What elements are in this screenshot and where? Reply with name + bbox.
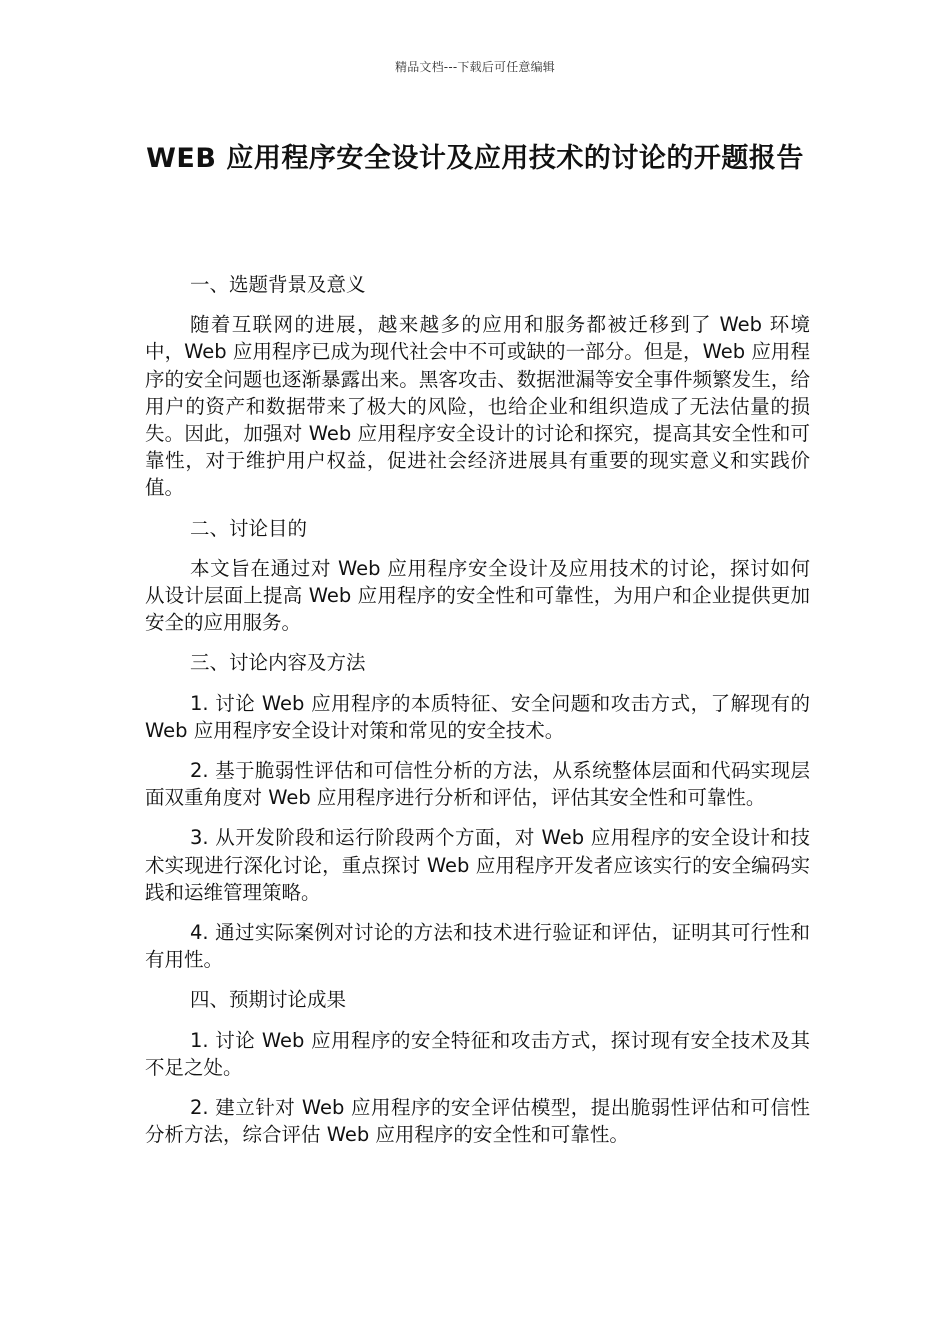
section-heading-content-methods: 三、讨论内容及方法 (190, 651, 366, 675)
list-item-content-1: 1. 讨论 Web 应用程序的本质特征、安全问题和攻击方式，了解现有的 Web 应用程序安全设计对策和常见的安全技术。 (145, 691, 810, 742)
section-heading-background: 一、选题背景及意义 (190, 273, 366, 296)
document-title: WEB 应用程序安全设计及应用技术的讨论的开题报告 (146, 143, 804, 174)
list-item-content-2: 2. 基于脆弱性评估和可信性分析的方法，从系统整体层面和代码实现层面双重角度对 Web 应用程序进行分析和评估，评估其安全性和可靠性。 (145, 759, 810, 810)
document-body (145, 271, 810, 1161)
list-item-result-2: 2. 建立针对 Web 应用程序的安全评估模型，提出脆弱性评估和可信性分析方法，综合评估 Web 应用程序的安全性和可靠性。 (145, 1096, 810, 1147)
section-heading-expected-results: 四、预期讨论成果 (190, 988, 347, 1012)
header-note: 精品文档---下载后可任意编辑 (395, 60, 555, 74)
list-item-result-1: 1. 讨论 Web 应用程序的安全特征和攻击方式，探讨现有安全技术及其不足之处。 (145, 1028, 810, 1079)
section-heading-purpose: 二、讨论目的 (190, 516, 308, 540)
list-item-content-4: 4. 通过实际案例对讨论的方法和技术进行验证和评估，证明其可行性和有用性。 (145, 921, 810, 972)
paragraph-background: 随着互联网的进展，越来越多的应用和服务都被迁移到了 Web 环境中，Web 应用程序已成为现代社会中不可或缺的一部分。但是，Web 应用程序的安全问题也逐渐暴露出来。黑客攻击、数据泄漏等安全事件频繁发生，给用户的资产和数据带来了极大的风险，也给企业和组织造成了无法估量的损失。因此，加强对 Web 应用程序安全设计的讨论和探究，提高其安全性和可靠性，对于维护用户权益，促进社会经济进展具有重要的现实意义和实践价值。 (145, 313, 810, 500)
paragraph-purpose: 本文旨在通过对 Web 应用程序安全设计及应用技术的讨论，探讨如何从设计层面上提高 Web 应用程序的安全性和可靠性，为用户和企业提供更加安全的应用服务。 (145, 556, 810, 635)
list-item-content-3: 3. 从开发阶段和运行阶段两个方面，对 Web 应用程序的安全设计和技术实现进行深化讨论，重点探讨 Web 应用程序开发者应该实行的安全编码实践和运维管理策略。 (145, 826, 810, 904)
